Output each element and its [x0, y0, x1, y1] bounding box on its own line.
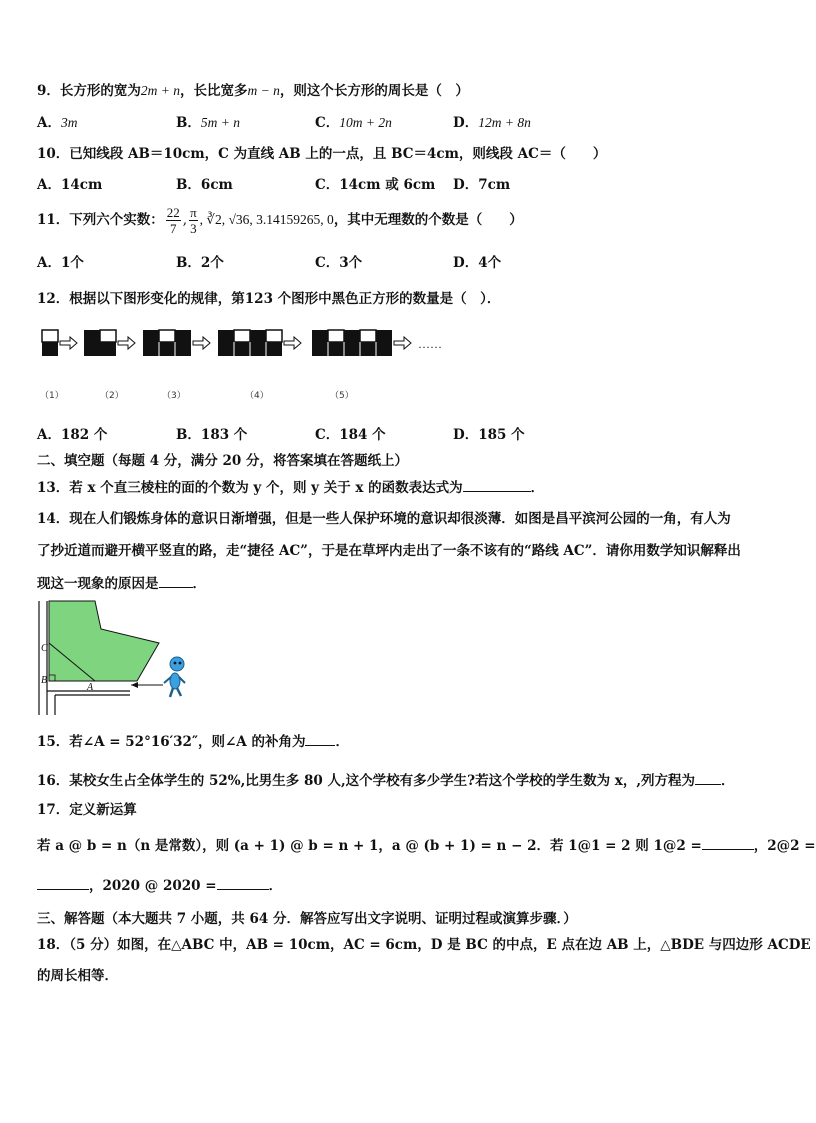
q11-option-d[interactable]: D．4个: [453, 255, 502, 271]
q13-answer-blank[interactable]: [463, 479, 531, 492]
q11-fraction-pi-3: $\frac{\pi}{3}$: [190, 205, 197, 236]
q18-line-2: 的周长相等．: [37, 968, 118, 984]
q16-answer-blank[interactable]: [695, 772, 721, 785]
q17-title: 17．定义新运算: [37, 802, 137, 818]
q15-stem: 15．若∠A = 52°16′32″，则∠A 的补角为 ．: [37, 734, 349, 750]
arrow-icon: [60, 337, 77, 349]
q12-ellipsis: ……: [418, 337, 442, 351]
q16-stem: 16．某校女生占全体学生的 52%,比男生多 80 人,这个学校有多少学生?若这个学校的学生数为 x，,列方程为 ．: [37, 773, 735, 789]
q12-fig-label-4: （4）: [245, 391, 269, 401]
pattern-figure-3: [143, 330, 191, 356]
section-3-heading: 三、解答题（本大题共 7 小题，共 64 分．解答应写出文字说明、证明过程或演算步骤．）: [37, 911, 577, 927]
q12-fig-label-3: （3）: [162, 391, 186, 401]
q9-expr1: 2m + n: [140, 83, 181, 98]
q10-stem: 10．已知线段 AB＝10cm，C 为直线 AB 上的一点，且 BC＝4cm，则线段 AC＝（ ）: [37, 146, 607, 162]
arrow-icon: [284, 337, 301, 349]
q10-option-b[interactable]: B．6cm: [176, 177, 233, 193]
pattern-figure-5: [312, 330, 392, 356]
q18-line-1: 18．（5 分）如图，在△ABC 中，AB = 10cm，AC = 6cm，D 是 BC 的中点，E 点在边 AB 上，△BDE 与四边形 ACDE: [37, 937, 811, 953]
q17-answer-blank-3[interactable]: [217, 877, 269, 890]
q12-option-d[interactable]: D．185 个: [453, 427, 525, 443]
q14-park-figure: [35, 597, 200, 717]
label-a: A: [87, 682, 94, 693]
pattern-figure-2: [84, 330, 116, 356]
q10-option-a[interactable]: A．14cm: [37, 177, 103, 193]
q11-option-c[interactable]: C．3个: [315, 255, 363, 271]
arrow-icon: [118, 337, 135, 349]
q11-option-b[interactable]: B．2个: [176, 255, 224, 271]
lawn-shape: [49, 601, 159, 681]
q14-line-2: 了抄近道而避开横平竖直的路，走“捷径 AC”，于是在草坪内走出了一条不该有的“路线 AC”．请你用数学知识解释出: [37, 543, 741, 559]
arrow-icon: [193, 337, 210, 349]
q12-fig-label-2: （2）: [100, 391, 124, 401]
q14-line-3: 现这一现象的原因是 ．: [37, 576, 206, 592]
q12-fig-label-1: （1）: [40, 391, 64, 401]
q10-option-d[interactable]: D．7cm: [453, 177, 511, 193]
pattern-figure-4: [218, 330, 282, 356]
q14-answer-blank[interactable]: [159, 575, 193, 588]
q12-option-b[interactable]: B．183 个: [176, 427, 248, 443]
q12-fig-label-5: （5）: [330, 391, 354, 401]
q17-line-2: ，2020 @ 2020 = ．: [37, 877, 282, 895]
q17-answer-blank-1[interactable]: [702, 837, 754, 850]
label-b: B: [41, 675, 48, 686]
q17-answer-blank-2[interactable]: [37, 877, 89, 890]
q12-pattern-figure: [40, 326, 460, 362]
q9-option-d[interactable]: D．12m + 8n: [453, 115, 531, 131]
q12-stem: 12．根据以下图形变化的规律，第123 个图形中黑色正方形的数量是（ ）．: [37, 291, 501, 307]
q11-option-a[interactable]: A．1个: [37, 255, 84, 271]
q11-fraction-22-7: $\frac{22}{7}$: [166, 205, 180, 236]
q9-option-c[interactable]: C．10m + 2n: [315, 115, 392, 131]
q14-line-1: 14．现在人们锻炼身体的意识日渐增强，但是一些人保护环境的意识却很淡薄．如图是昌平滨河公园的一角，有人为: [37, 511, 731, 527]
q9-expr2: m − n: [247, 83, 280, 98]
q9-option-b[interactable]: B．5m + n: [176, 115, 241, 131]
q15-answer-blank[interactable]: [305, 733, 335, 746]
q12-option-c[interactable]: C．184 个: [315, 427, 386, 443]
q9-stem: 9．长方形的宽为2m + n，长比宽多m − n，则这个长方形的周长是（ ）: [37, 83, 469, 99]
q10-option-c[interactable]: C．14cm 或 6cm: [315, 177, 436, 193]
arrow-icon: [394, 337, 411, 349]
q17-line-1: 若 a @ b = n（n 是常数），则 (a + 1) @ b = n + 1，a @ (b + 1) = n − 2．若 1@1 = 2 则 1@2 = ，2@2 =: [37, 838, 816, 854]
pattern-figure-1: [42, 330, 58, 356]
q9-option-a[interactable]: A．3m: [37, 115, 78, 131]
person-icon: [164, 657, 185, 697]
arrow-icon: [131, 682, 138, 688]
label-c: C: [41, 643, 48, 654]
q13-stem: 13．若 x 个直三棱柱的面的个数为 y 个，则 y 关于 x 的函数表达式为 ．: [37, 480, 545, 496]
q11-stem: 11．下列六个实数： $\frac{22}{7}$ , $\frac{\pi}{3}$ , ∛2, √36, 3.14159265, 0，其中无理数的个数是（ ）: [37, 205, 523, 236]
section-2-heading: 二、填空题（每题 4 分，满分 20 分，将答案填在答题纸上）: [37, 453, 408, 469]
q12-option-a[interactable]: A．182 个: [37, 427, 108, 443]
